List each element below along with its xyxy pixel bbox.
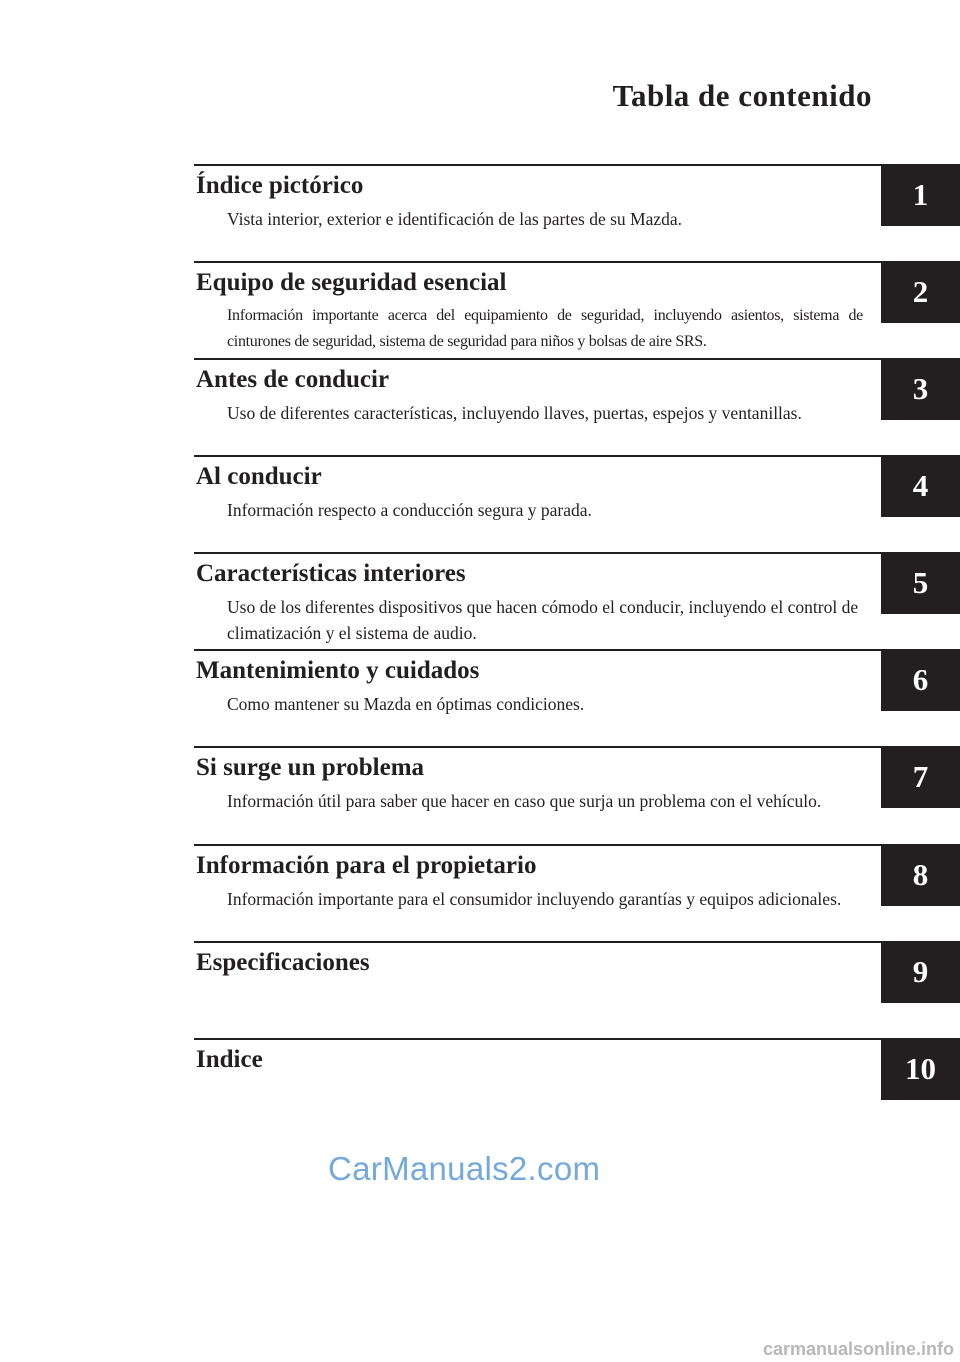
chapter-tab-7[interactable]: 7	[881, 746, 960, 808]
section-description: Información respecto a conducción segura y parada.	[227, 500, 592, 520]
section-description: Como mantener su Mazda en óptimas condiciones.	[227, 694, 585, 714]
toc-section-10[interactable]	[194, 1038, 960, 1102]
watermark-logo: CarManuals2.com	[328, 1150, 601, 1187]
section-description: Uso de diferentes características, incluyendo llaves, puertas, espejos y ventanillas.	[227, 403, 802, 423]
toc-section-3[interactable]	[194, 358, 960, 422]
toc-section-9[interactable]	[194, 941, 960, 1005]
section-title[interactable]: Equipo de seguridad esencial	[196, 269, 507, 296]
chapter-tab-5[interactable]: 5	[881, 552, 960, 614]
chapter-tab-6[interactable]: 6	[881, 649, 960, 711]
toc-section-6[interactable]	[194, 649, 960, 713]
toc-section-1[interactable]	[194, 164, 960, 228]
toc-section-7[interactable]	[194, 746, 960, 810]
section-title[interactable]: Características interiores	[196, 560, 466, 587]
toc-section-5[interactable]	[194, 552, 960, 643]
chapter-tab-1[interactable]: 1	[881, 164, 960, 226]
toc-section-4[interactable]	[194, 455, 960, 519]
chapter-tab-4[interactable]: 4	[881, 455, 960, 517]
section-title[interactable]: Antes de conducir	[196, 366, 390, 393]
section-title[interactable]: Índice pictórico	[196, 172, 364, 199]
toc-section-2[interactable]	[194, 261, 960, 350]
section-title[interactable]: Indice	[196, 1046, 263, 1073]
section-title[interactable]: Si surge un problema	[196, 754, 425, 781]
section-description: Información importante para el consumidor incluyendo garantías y equipos adicionales.	[227, 889, 842, 909]
chapter-tab-3[interactable]: 3	[881, 358, 960, 420]
chapter-tab-8[interactable]: 8	[881, 844, 960, 906]
chapter-tab-9[interactable]: 9	[881, 941, 960, 1003]
chapter-tab-10[interactable]: 10	[881, 1038, 960, 1100]
section-title[interactable]: Información para el propietario	[196, 852, 537, 879]
page-title: Tabla de contenido	[612, 78, 872, 113]
section-title[interactable]: Mantenimiento y cuidados	[196, 657, 480, 684]
section-title[interactable]: Al conducir	[196, 463, 322, 490]
section-description: Información importante acerca del equipamiento de seguridad, incluyendo asientos, sistema de cinturones de seguridad, sistema de seguridad para niños y bolsas de aire SRS.	[227, 307, 863, 350]
section-description: Información útil para saber que hacer en caso que surja un problema con el vehículo.	[227, 791, 822, 811]
watermark-footer: carmanualsonline.info	[762, 1339, 954, 1359]
section-title[interactable]: Especificaciones	[196, 949, 370, 976]
chapter-tab-2[interactable]: 2	[881, 261, 960, 323]
section-description: Uso de los diferentes dispositivos que hacen cómodo el conducir, incluyendo el control de climatización y el sistema de audio.	[227, 597, 859, 643]
toc-section-8[interactable]	[194, 844, 960, 908]
section-description: Vista interior, exterior e identificación de las partes de su Mazda.	[227, 209, 683, 229]
